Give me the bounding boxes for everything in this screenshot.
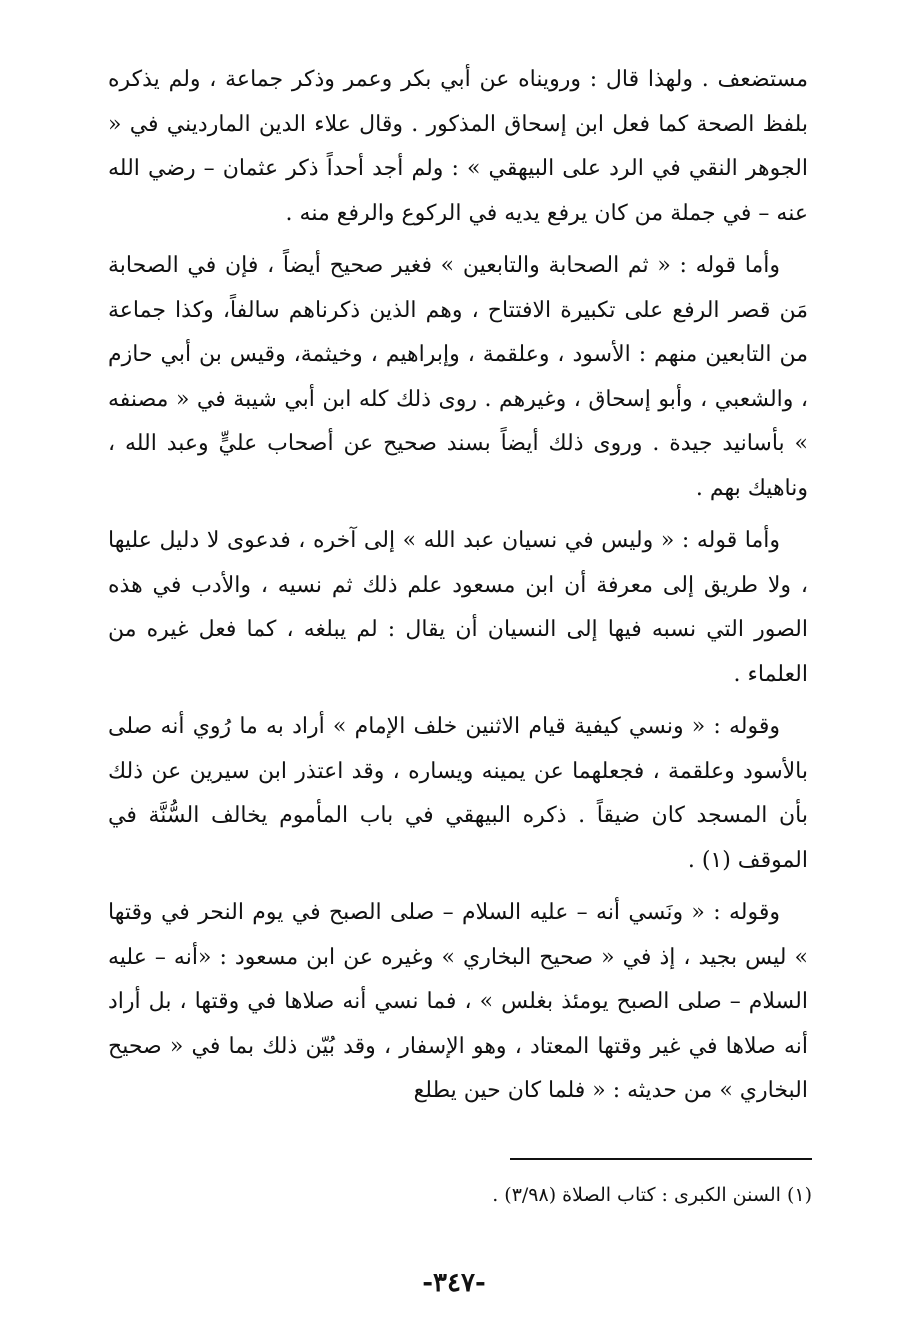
- page-body: [108, 58, 808, 1122]
- paragraph-1: مستضعف . ولهذا قال : ورويناه عن أبي بكر وعمر وذكر جماعة ، ولم يذكره بلفظ الصحة كما فعل ابن إسحاق المذكور . وقال علاء الدين المارديني في « الجوهر النقي في الرد على البيهقي » : ولم أجد أحداً ذكر عثمان – رضي الله عنه – في جملة من كان يرفع يديه في الركوع والرفع منه .: [108, 67, 808, 226]
- paragraph-5: وقوله : « ونَسي أنه – عليه السلام – صلى الصبح في يوم النحر في وقتها » ليس بجيد ، إذ في « صحيح البخاري » وغيره عن ابن مسعود : «أنه – عليه السلام – صلى الصبح يومئذ بغلس » ، فما نسي أنه صلاها في وقتها ، بل أراد أنه صلاها في غير وقتها المعتاد ، وهو الإسفار ، وقد بُيّن ذلك بما في « صحيح البخاري » من حديثه : « فلما كان حين يطلع: [108, 900, 808, 1103]
- paragraph-2: وأما قوله : « ثم الصحابة والتابعين » فغير صحيح أيضاً ، فإن في الصحابة مَن قصر الرفع على تكبيرة الافتتاح ، وهم الذين ذكرناهم سالفاً، وكذا جماعة من التابعين منهم : الأسود ، وعلقمة ، وإبراهيم ، وخيثمة، وقيس بن أبي حازم ، والشعبي ، وأبو إسحاق ، وغيرهم . روى ذلك كله ابن أبي شيبة في « مصنفه » بأسانيد جيدة . وروى ذلك أيضاً بسند صحيح عن أصحاب عليٍّ وعبد الله ، وناهيك بهم .: [108, 253, 808, 501]
- page-number: -٣٤٧-: [422, 1268, 486, 1298]
- footnote: (١) السنن الكبرى : كتاب الصلاة (٣/٩٨) .: [492, 1184, 812, 1206]
- paragraph-3: وأما قوله : « وليس في نسيان عبد الله » إلى آخره ، فدعوى لا دليل عليها ، ولا طريق إلى معرفة أن ابن مسعود علم ذلك ثم نسيه ، والأدب في هذه الصور التي نسبه فيها إلى النسيان أن يقال : لم يبلغه ، كما فعل غيره من العلماء .: [108, 528, 808, 687]
- paragraph-4: وقوله : « ونسي كيفية قيام الاثنين خلف الإمام » أراد به ما رُوي أنه صلى بالأسود وعلقمة ، فجعلهما عن يمينه ويساره ، وقد اعتذر ابن سيرين عن ذلك بأن المسجد كان ضيقاً . ذكره البيهقي في باب المأموم يخالف السُّنَّة في الموقف (١) .: [108, 714, 808, 873]
- footnote-divider: [510, 1158, 812, 1160]
